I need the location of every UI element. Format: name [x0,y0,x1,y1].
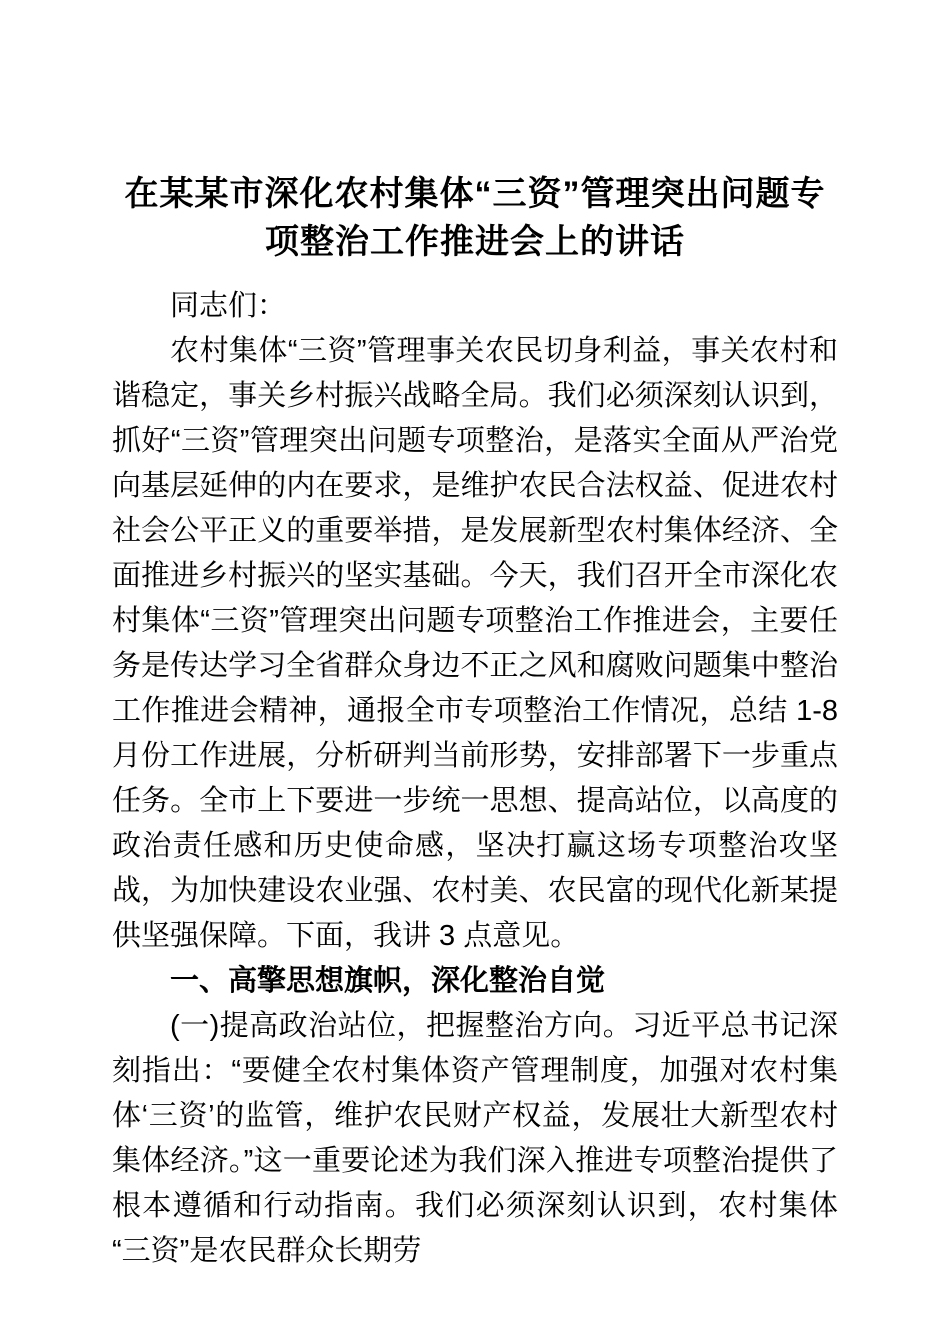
paragraph-opening: 农村集体“三资”管理事关农民切身利益，事关农村和谐稳定，事关乡村振兴战略全局。我们必须深刻认识到，抓好“三资”管理突出问题专项整治，是落实全面从严治党向基层延伸的内在要求，是维护农民合法权益、促进农村社会公平正义的重要举措，是发展新型农村集体经济、全面推进乡村振兴的坚实基础。今天，我们召开全市深化农村集体“三资”管理突出问题专项整治工作推进会，主要任务是传达学习全省群众身边不正之风和腐败问题集中整治工作推进会精神，通报全市专项整治工作情况，总结 1-8 月份工作进展，分析研判当前形势，安排部署下一步重点任务。全市上下要进一步统一思想、提高站位，以高度的政治责任感和历史使命感，坚决打赢这场专项整治攻坚战，为加快建设农业强、农村美、农民富的现代化新某提供坚强保障。下面，我讲 3 点意见。 [112,335,838,952]
paragraph-section-1-point-1: (一)提高政治站位，把握整治方向。习近平总书记深刻指出：“要健全农村集体资产管理制度，加强对农村集体‘三资’的监管，维护农民财产权益，发展壮大新型农村集体经济。”这一重要论述为我们深入推进专项整治提供了根本遵循和行动指南。我们必须深刻认识到，农村集体“三资”是农民群众长期劳 [112,1010,838,1267]
section-heading-1: 一、高擎思想旗帜，深化整治自觉 [170,965,606,997]
document-title: 在某某市深化农村集体“三资”管理突出问题专项整治工作推进会上的讲话 [124,175,826,261]
salutation: 同志们： [170,290,287,322]
